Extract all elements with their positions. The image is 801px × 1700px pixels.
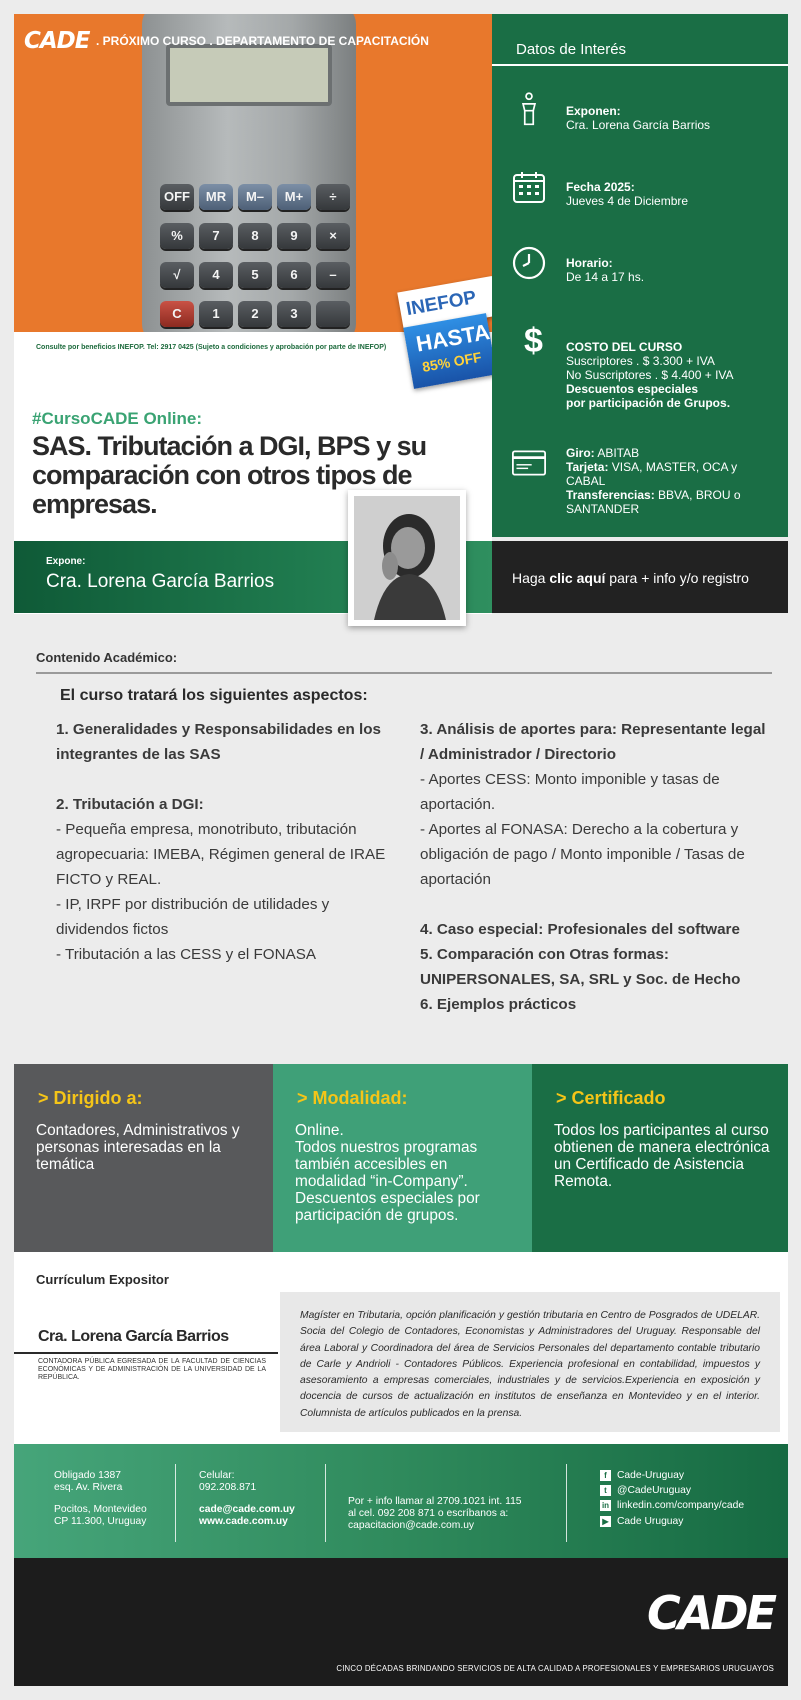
contenido-intro: El curso tratará los siguientes aspectos: — [60, 687, 368, 704]
curriculum-divider — [14, 1352, 278, 1354]
content-heading: 1. Generalidades y Responsabilidades en los integrantes de las SAS — [56, 721, 381, 763]
discount-percent: 85% OFF — [420, 348, 483, 375]
info-panel — [492, 14, 788, 537]
cta-link[interactable]: clic aquí — [549, 570, 606, 586]
calculator-key: 3 — [277, 301, 311, 327]
inefop-logo: INEFOP — [404, 287, 478, 321]
calculator-key: – — [316, 262, 350, 288]
curriculum-bio: Magíster en Tributaria, opción planificación y gestión tributaria en Centro de Posgrados de UDELAR. Socia del Colegio de Contadores, Economistas y Administradores del Uruguay. Responsable del área Laboral y Coordinadora del área de Servicios Personales del departamento contable tributario de Carle y Andrioli - Contadores Públicos. Experiencia profesional en contabilidad, impuestos y asesoramiento a empresas comerciales, industriales y de servicios.Experiencia en exposición y docencia de cursos de actualización en institutos de enseñanza en Montevideo y en el interior. Columnista de artículos publicados en la prensa. — [300, 1310, 760, 1419]
info-fecha-label: Fecha 2025: — [566, 180, 635, 194]
certificado-title: > Certificado — [556, 1088, 666, 1108]
calculator-key — [316, 301, 350, 327]
youtube-icon: ▶ — [600, 1516, 611, 1527]
dollar-icon: $ — [524, 322, 543, 360]
contenido-left-column — [56, 717, 386, 967]
calculator-key: 8 — [238, 223, 272, 249]
contenido-right-column — [420, 717, 770, 1017]
address-line: Pocitos, Montevideo — [54, 1504, 147, 1515]
info-contact-line: Por + info llamar al 2709.1021 int. 115 — [348, 1496, 522, 1507]
calculator-image — [142, 14, 356, 332]
social-label[interactable]: Cade Uruguay — [617, 1515, 684, 1527]
info-costo-text — [566, 340, 776, 410]
content-item: - Tributación a las CESS y el FONASA — [56, 946, 316, 963]
contact-footer — [14, 1444, 788, 1558]
content-item: - Aportes al FONASA: Derecho a la cobertura y obligación de pago / Monto imponible / Tasas de aportación — [420, 821, 745, 888]
expone-name: Cra. Lorena García Barrios — [46, 571, 275, 592]
contenido-divider — [36, 672, 772, 674]
content-heading: 2. Tributación a DGI: — [56, 796, 204, 813]
address-line: Obligado 1387 — [54, 1470, 121, 1481]
modalidad-body: Online. Todos nuestros programas también accesibles en modalidad “in-Company”. Descuentos especiales por participación de grupos. — [295, 1122, 480, 1224]
course-title: SAS. Tributación a DGI, BPS y su comparación con otros tipos de empresas. — [32, 431, 427, 519]
info-row-pago — [492, 446, 788, 526]
cade-logo: CADE — [24, 28, 90, 54]
info-contact-block — [348, 1496, 522, 1532]
register-cta-text[interactable] — [512, 570, 749, 586]
info-horario-label: Horario: — [566, 256, 613, 270]
info-contact-email[interactable]: capacitacion@cade.com.uy — [348, 1520, 475, 1531]
calculator-key: 1 — [199, 301, 233, 327]
info-costo-descuentos: Descuentos especiales — [566, 382, 699, 396]
dirigido-box — [14, 1064, 273, 1252]
social-label[interactable]: Cade-Uruguay — [617, 1470, 684, 1482]
dirigido-body: Contadores, Administrativos y personas interesadas en la temática — [36, 1122, 240, 1173]
social-label[interactable]: @CadeUruguay — [617, 1485, 691, 1497]
social-link[interactable] — [600, 1500, 744, 1512]
info-pago-text — [566, 446, 776, 516]
calculator-key: 9 — [277, 223, 311, 249]
info-contact-line: al cel. 092 208 871 o escríbanos a: — [348, 1508, 509, 1519]
address-line: CP 11.300, Uruguay — [54, 1516, 147, 1527]
footer-divider — [175, 1464, 176, 1542]
info-horario-value: De 14 a 17 hs. — [566, 270, 645, 284]
cta-pre[interactable]: Haga — [512, 570, 550, 586]
content-spacer — [56, 767, 386, 792]
cade-logo-footer: CADE — [647, 1586, 774, 1640]
footer-divider — [325, 1464, 326, 1542]
info-giro-value: ABITAB — [594, 446, 640, 460]
info-horario-text — [566, 256, 776, 284]
info-fecha-text — [566, 180, 776, 208]
calculator-key: 2 — [238, 301, 272, 327]
modalidad-box — [273, 1064, 532, 1252]
info-exponen-text — [566, 104, 776, 132]
content-item: - Aportes CESS: Monto imponible y tasas de aportación. — [420, 771, 720, 813]
calculator-key: √ — [160, 262, 194, 288]
social-link[interactable] — [600, 1516, 744, 1528]
calculator-key: 6 — [277, 262, 311, 288]
phone-value: 092.208.871 — [199, 1482, 257, 1493]
certificado-body: Todos los participantes al curso obtienen de manera electrónica un Certificado de Asistencia Remota. — [554, 1122, 770, 1190]
contenido-title: Contenido Académico: — [36, 650, 178, 665]
discount-box — [403, 313, 496, 389]
info-costo-no-suscriptores: No Suscriptores . $ 4.400 + IVA — [566, 368, 734, 382]
brand-footer — [14, 1558, 788, 1686]
clock-icon — [512, 246, 546, 280]
address-block — [54, 1470, 147, 1528]
content-heading: 4. Caso especial: Profesionales del software — [420, 921, 740, 938]
address-line: esq. Av. Rivera — [54, 1482, 123, 1493]
course-tag: #CursoCADE Online: — [32, 409, 203, 428]
info-exponen-value: Cra. Lorena García Barrios — [566, 118, 711, 132]
speaker-podium-icon — [512, 92, 546, 126]
info-row-fecha — [492, 170, 788, 210]
info-title: Datos de Interés — [516, 41, 627, 58]
content-item: - IP, IRPF por distribución de utilidades y dividendos fictos — [56, 896, 330, 938]
twitter-icon: t — [600, 1485, 611, 1496]
calendar-icon — [512, 170, 546, 204]
brand-bar — [24, 28, 484, 54]
info-giro-label: Giro: — [566, 446, 595, 460]
content-heading: 3. Análisis de aportes para: Representante legal / Administrador / Directorio — [420, 721, 766, 763]
info-header — [492, 14, 788, 66]
info-transfer-value: BBVA, BROU o SANTANDER — [566, 488, 741, 516]
content-heading: 6. Ejemplos prácticos — [420, 996, 577, 1013]
calculator-key: OFF — [160, 184, 194, 210]
inefop-note-condition: (Sujeto a condiciones y aprobación por parte de INEFOP) — [193, 344, 387, 351]
speaker-portrait — [354, 496, 460, 620]
info-costo-suscriptores: Suscriptores . $ 3.300 + IVA — [566, 354, 715, 368]
curriculum-section — [14, 1252, 788, 1444]
discount-hasta: HASTA — [414, 319, 492, 357]
credit-card-icon — [512, 446, 546, 480]
hero-section — [14, 14, 788, 614]
info-transfer-label: Transferencias: — [566, 488, 655, 502]
linkedin-icon: in — [601, 1501, 610, 1511]
calculator-key: × — [316, 223, 350, 249]
content-heading: 5. Comparación con Otras formas: UNIPERSONALES, SA, SRL y Soc. de Hecho — [420, 946, 741, 988]
social-link[interactable] — [600, 1485, 744, 1497]
social-label[interactable]: linkedin.com/company/cade — [617, 1500, 745, 1512]
inefop-note-text: Consulte por beneficios INEFOP. Tel: — [36, 344, 161, 351]
info-tarjeta-label: Tarjeta: — [566, 460, 609, 474]
phone-block — [199, 1470, 295, 1528]
speaker-photo — [348, 490, 466, 626]
expone-label: Expone: — [46, 556, 86, 567]
curriculum-bio-box — [280, 1292, 780, 1432]
calculator-key: MR — [199, 184, 233, 210]
facebook-icon: f — [600, 1470, 611, 1481]
info-costo-grupos: por participación de Grupos. — [566, 396, 731, 410]
curriculum-heading: Currículum Expositor — [36, 1272, 169, 1287]
dirigido-title: > Dirigido a: — [38, 1088, 143, 1108]
calculator-key: ÷ — [316, 184, 350, 210]
info-exponen-label: Exponen: — [566, 104, 621, 118]
info-row-horario — [492, 246, 788, 286]
register-cta-button[interactable] — [492, 541, 788, 613]
calculator-keypad — [160, 184, 340, 324]
website-link[interactable]: www.cade.com.uy — [199, 1516, 288, 1527]
info-row-exponen — [492, 92, 788, 152]
info-fecha-value: Jueves 4 de Diciembre — [566, 194, 689, 208]
calculator-key: C — [160, 301, 194, 327]
calculator-key: 7 — [199, 223, 233, 249]
calculator-key: 5 — [238, 262, 272, 288]
info-row-costo — [492, 322, 788, 410]
curriculum-subtitle: CONTADORA PÚBLICA EGRESADA DE LA FACULTAD DE CIENCIAS ECONÓMICAS Y DE ADMINISTRACIÓN DE LA UNIVERSIDAD DE LA REPÚBLICA. — [38, 1358, 266, 1381]
certificado-box — [532, 1064, 788, 1252]
calculator-key: % — [160, 223, 194, 249]
brand-tagline: . PRÓXIMO CURSO . DEPARTAMENTO DE CAPACITACIÓN — [96, 34, 429, 48]
phone-label: Celular: — [199, 1470, 235, 1481]
info-tarjeta-value: VISA, MASTER, OCA y CABAL — [566, 460, 738, 488]
portrait-illustration — [354, 496, 460, 620]
cta-post[interactable]: para + info y/o registro — [605, 570, 749, 586]
content-item: - Pequeña empresa, monotributo, tributación agropecuaria: IMEBA, Régimen general de IRAE FICTO y REAL. — [56, 821, 386, 888]
footer-tagline: CINCO DÉCADAS BRINDANDO SERVICIOS DE ALTA CALIDAD A PROFESIONALES Y EMPRESARIOS URUGUAYOS — [336, 1664, 774, 1673]
social-links — [600, 1470, 744, 1531]
inefop-note — [36, 344, 386, 351]
calculator-key: M– — [238, 184, 272, 210]
curriculum-name: Cra. Lorena García Barrios — [38, 1328, 229, 1345]
calculator-key: M+ — [277, 184, 311, 210]
calculator-key: 4 — [199, 262, 233, 288]
footer-divider — [566, 1464, 567, 1542]
inefop-phone: 2917 0425 — [160, 344, 194, 351]
modalidad-title: > Modalidad: — [297, 1088, 408, 1108]
content-spacer — [420, 892, 770, 917]
email-link[interactable]: cade@cade.com.uy — [199, 1504, 295, 1515]
social-link[interactable] — [600, 1470, 744, 1482]
info-costo-label: COSTO DEL CURSO — [566, 340, 683, 354]
